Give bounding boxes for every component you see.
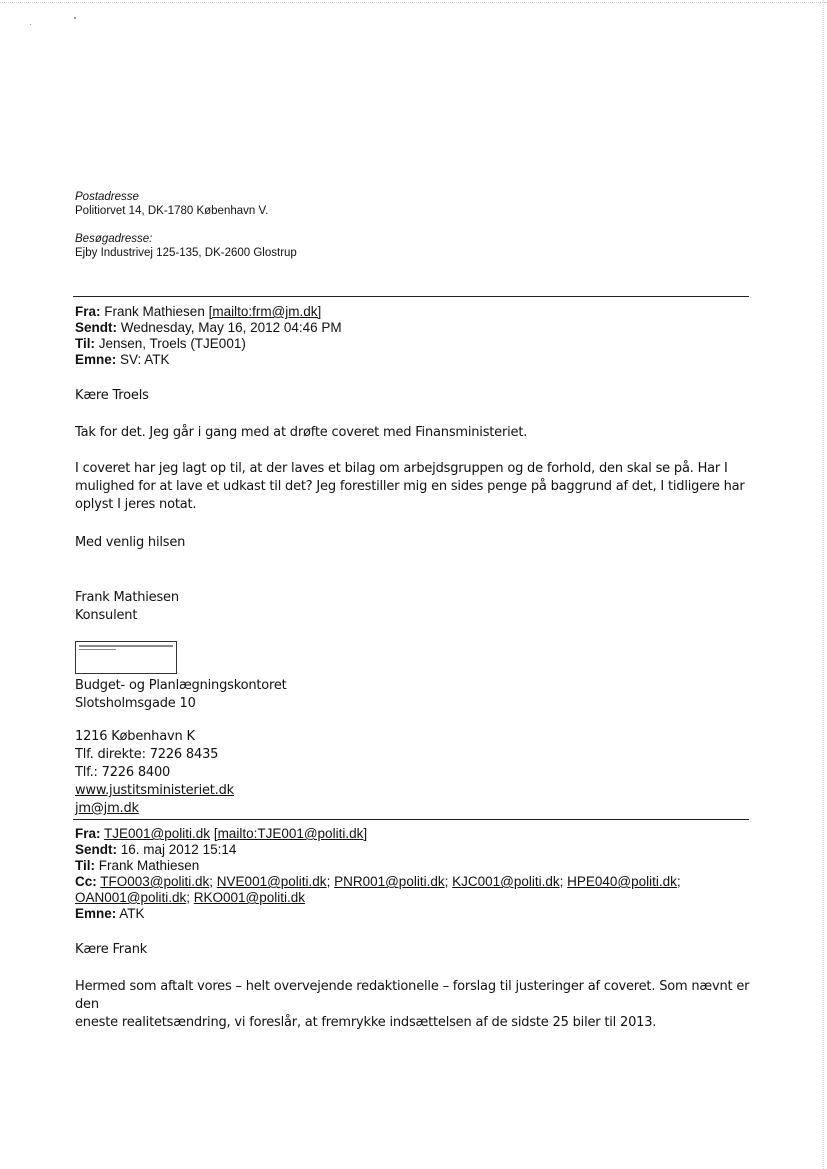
logo-image (75, 641, 177, 674)
cc-address-link[interactable]: HPE040@politi.dk (567, 874, 677, 889)
paragraph-line: mulighed for at lave et udkast til det? Jeg forestiller mig en sides penge på baggrund af det, I tidligere har (75, 479, 745, 494)
signature-name: Frank Mathiesen (75, 590, 179, 605)
scan-speck (30, 24, 31, 25)
phone-direct: Tlf. direkte: 7226 8435 (75, 747, 219, 762)
email1-from-row (75, 304, 755, 320)
from-address-link[interactable]: TJE001@politi.dk (104, 826, 211, 841)
to-value: Jensen, Troels (TJE001) (98, 336, 246, 351)
email2-paragraph-1 (75, 978, 765, 1032)
to-label: Til: (75, 858, 95, 873)
postal-label: Postadresse (75, 191, 139, 203)
signature-title: Konsulent (75, 608, 138, 623)
mailto-link[interactable]: [mailto:frm@jm.dk] (208, 304, 322, 319)
scan-edge-top (0, 2, 827, 3)
subject-value: SV: ATK (120, 352, 170, 367)
sent-value: Wednesday, May 16, 2012 04:46 PM (120, 320, 342, 335)
website-link[interactable]: www.justitsministeriet.dk (75, 783, 234, 798)
email2-to-row (75, 858, 755, 874)
email1-header (75, 304, 755, 368)
paragraph-line: I coveret har jeg lagt op til, at der laves et bilag om arbejdsgruppen og de forhold, den skal se på. Har I (75, 461, 728, 476)
from-name: Frank Mathiesen (104, 304, 205, 319)
to-label: Til: (75, 336, 95, 351)
scan-speck (74, 17, 76, 19)
paragraph-text: Tak for det. Jeg går i gang med at drøfte coveret med Finansministeriet. (75, 425, 528, 440)
paragraph-line: oplyst I jeres notat. (75, 497, 197, 512)
phone-main: Tlf.: 7226 8400 (75, 765, 171, 780)
sent-label: Sendt: (75, 842, 117, 857)
visit-address-block (75, 232, 297, 260)
cc-label: Cc: (75, 874, 97, 889)
paragraph-line: Hermed som aftalt vores – helt overvejende redaktionelle – forslag til justeringer af coveret. Som nævnt er den (75, 979, 750, 1012)
from-label: Fra: (75, 826, 101, 841)
contact-block (75, 728, 765, 818)
cc-address-link[interactable]: PNR001@politi.dk (334, 874, 445, 889)
email1-subject-row (75, 352, 755, 368)
email2-subject-row (75, 906, 755, 922)
subject-label: Emne: (75, 906, 117, 921)
email1-paragraph-1 (75, 424, 765, 442)
scan-edge-right (823, 0, 824, 1169)
office-street: Slotsholmsgade 10 (75, 696, 196, 711)
paragraph-line: eneste realitetsændring, vi foreslår, at fremrykke indsættelsen af de sidste 25 biler til 2013. (75, 1015, 657, 1030)
email2-header (75, 826, 755, 922)
office-block (75, 677, 765, 713)
subject-label: Emne: (75, 352, 117, 367)
email-link[interactable]: jm@jm.dk (75, 801, 139, 816)
mailto-link[interactable]: [mailto:TJE001@politi.dk] (213, 826, 368, 841)
email-divider (73, 819, 749, 820)
email-divider (73, 296, 749, 297)
greeting: Kære Troels (75, 388, 149, 403)
from-label: Fra: (75, 304, 101, 319)
email2-sent-row (75, 842, 755, 858)
logo-stroke (79, 649, 116, 650)
visit-label: Besøgadresse: (75, 233, 153, 245)
email2-greeting (75, 941, 765, 959)
to-value: Frank Mathiesen (98, 858, 200, 873)
postal-address-block (75, 190, 268, 218)
subject-value: ATK (119, 906, 145, 921)
cc-address-link[interactable]: TFO003@politi.dk (100, 874, 210, 889)
email1-sent-row (75, 320, 755, 336)
email2-from-row (75, 826, 755, 842)
email2-cc-row-continued: OAN001@politi.dk; RKO001@politi.dk (75, 890, 306, 905)
logo-stroke (79, 645, 173, 647)
cc-address-link[interactable]: OAN001@politi.dk (75, 890, 187, 905)
cc-address-link[interactable]: KJC001@politi.dk (452, 874, 560, 889)
closing-text: Med venlig hilsen (75, 535, 186, 550)
sent-value: 16. maj 2012 15:14 (120, 842, 237, 857)
office-name: Budget- og Planlægningskontoret (75, 678, 287, 693)
office-city: 1216 København K (75, 729, 195, 744)
postal-address: Politiorvet 14, DK-1780 København V. (75, 205, 269, 217)
sent-label: Sendt: (75, 320, 117, 335)
email1-paragraph-2 (75, 460, 765, 514)
email1-closing (75, 534, 765, 552)
email2-cc-row: Cc: TFO003@politi.dk; NVE001@politi.dk; PNR001@politi.dk; KJC001@politi.dk; HPE040@politi.dk; (75, 874, 681, 889)
cc-address-link[interactable]: RKO001@politi.dk (193, 890, 306, 905)
signature-block (75, 589, 765, 625)
greeting: Kære Frank (75, 942, 148, 957)
email1-body (75, 387, 765, 405)
visit-address: Ejby Industrivej 125-135, DK-2600 Glostrup (75, 247, 297, 259)
email1-to-row (75, 336, 755, 352)
cc-address-link[interactable]: NVE001@politi.dk (216, 874, 327, 889)
